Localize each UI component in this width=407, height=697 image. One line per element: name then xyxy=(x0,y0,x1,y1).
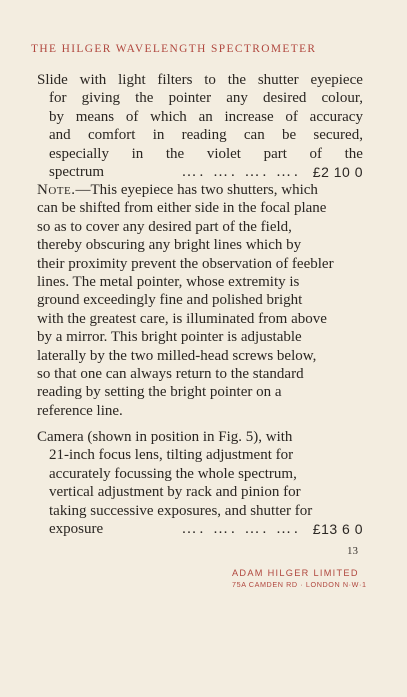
word: be xyxy=(281,127,297,144)
entry-line: taking successive exposures, and shutter for xyxy=(49,502,313,519)
word: light xyxy=(118,72,146,88)
word: for xyxy=(49,90,67,107)
word: giving xyxy=(81,90,120,107)
imprint-address: 75A CAMDEN RD · LONDON N·W·1 xyxy=(232,580,367,589)
entry-line: ground exceedingly fine and polished bright xyxy=(37,292,303,309)
entry-line xyxy=(37,108,363,126)
entry-line xyxy=(37,126,363,144)
word: secured, xyxy=(313,127,363,144)
entry-line: accurately focussing the whole spectrum, xyxy=(49,465,297,482)
word: the xyxy=(165,145,185,162)
price-line xyxy=(37,520,363,538)
entry-line: laterally by the two milled-head screws below, xyxy=(37,347,317,364)
word: accuracy xyxy=(309,108,363,125)
entry-camera xyxy=(37,428,363,538)
running-head: THE HILGER WAVELENGTH SPECTROMETER xyxy=(31,43,317,55)
word: of xyxy=(309,145,323,162)
word: and xyxy=(49,127,71,144)
word: reading xyxy=(181,127,227,144)
word: eyepiece xyxy=(310,72,363,88)
price-label: exposure xyxy=(49,520,104,537)
entry-line xyxy=(37,145,363,163)
entry-line: vertical adjustment by rack and pinion for xyxy=(49,484,301,501)
entry-line: reference line. xyxy=(37,402,123,419)
word: violet xyxy=(206,145,241,162)
entry-line: lines. The metal pointer, whose extremity is xyxy=(37,273,300,290)
word: to xyxy=(204,72,216,88)
entry-line: their proximity prevent the observation of feebler xyxy=(37,255,334,272)
word: the xyxy=(135,90,154,107)
word: means xyxy=(75,108,115,125)
word: of xyxy=(285,108,298,125)
price-label: spectrum xyxy=(49,163,104,180)
entry-line: reading by setting the bright pointer on a xyxy=(37,384,282,401)
word: in xyxy=(152,127,165,144)
entry-line: Note. —This eyepiece has two shutters, which xyxy=(37,182,318,198)
entry-line xyxy=(37,71,363,89)
price-line xyxy=(37,163,363,181)
word: Slide xyxy=(37,72,68,88)
price: £13 6 0 xyxy=(312,520,363,537)
word: part xyxy=(263,145,287,162)
word: the xyxy=(344,145,363,162)
word: any xyxy=(226,90,248,107)
word: pointer xyxy=(168,90,212,107)
word: desired xyxy=(263,90,307,107)
price: £2 10 0 xyxy=(312,163,363,180)
word: the xyxy=(227,72,247,88)
word: with xyxy=(79,72,107,88)
entry-line: Camera (shown in position in Fig. 5), with xyxy=(37,429,293,445)
word: colour, xyxy=(321,90,363,107)
word: increase xyxy=(224,108,274,125)
entry-line: with the greatest care, is illuminated from above xyxy=(37,310,327,327)
note-label: Note. xyxy=(37,182,76,198)
word: shutter xyxy=(257,72,299,88)
dot-leader: …. …. …. …. xyxy=(181,520,301,537)
entry-light-filters xyxy=(37,71,363,181)
word: in xyxy=(131,145,144,162)
word: especially xyxy=(49,145,109,162)
entry-line: so as to cover any desired part of the field, xyxy=(37,218,292,235)
word: can xyxy=(243,127,265,144)
entry-line: thereby obscuring any bright lines which by xyxy=(37,237,302,254)
entry-line: 21-inch focus lens, tilting adjustment for xyxy=(49,447,294,464)
imprint-name: ADAM HILGER LIMITED xyxy=(232,568,359,578)
dot-leader: …. …. …. …. xyxy=(181,163,301,180)
word: of xyxy=(125,108,139,125)
word: an xyxy=(198,108,213,125)
word: by xyxy=(49,108,64,125)
page-number: 13 xyxy=(347,545,358,557)
entry-line: by a mirror. This bright pointer is adjustable xyxy=(37,329,302,346)
word: which xyxy=(150,108,187,125)
entry-line: so that one can always return to the standard xyxy=(37,365,304,382)
word: comfort xyxy=(87,127,136,144)
word: filters xyxy=(157,72,193,88)
entry-note xyxy=(37,181,363,420)
entry-line: can be shifted from either side in the focal plane xyxy=(37,200,327,217)
entry-line xyxy=(37,89,363,107)
